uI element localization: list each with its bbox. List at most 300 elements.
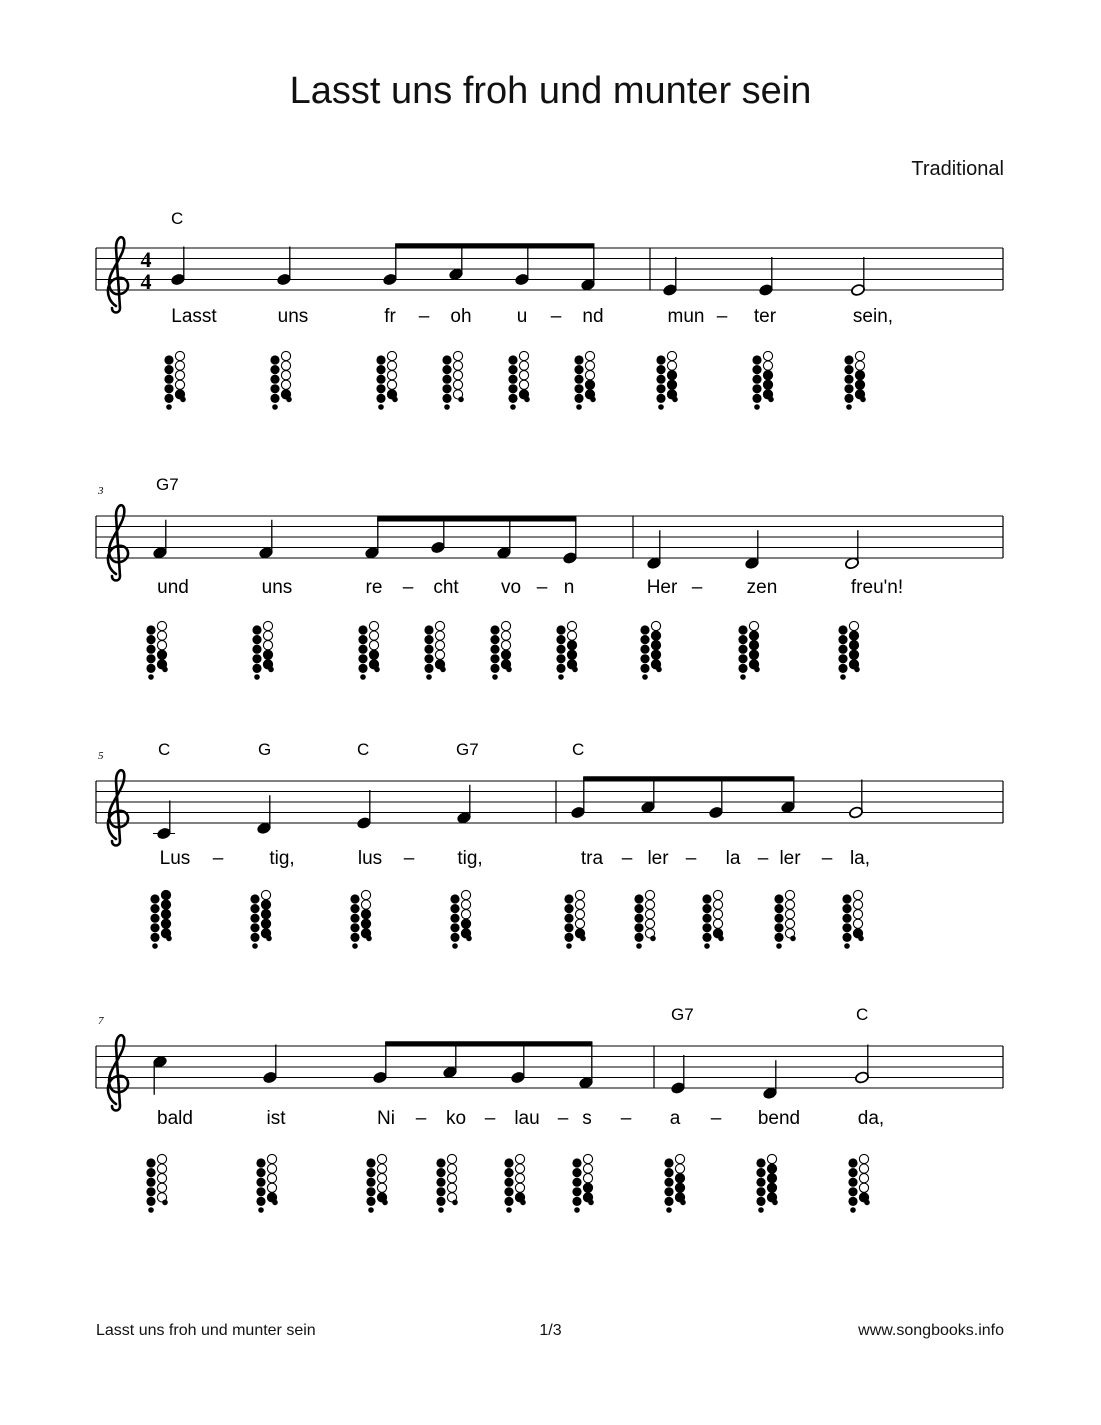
finger-hole-small bbox=[642, 674, 648, 680]
finger-hole bbox=[447, 1174, 456, 1183]
fingering-diagram bbox=[848, 1154, 869, 1212]
lyric-syllable: – bbox=[685, 848, 697, 869]
finger-hole bbox=[702, 914, 711, 923]
finger-hole bbox=[442, 365, 451, 374]
chord-symbol: G7 bbox=[671, 1005, 694, 1024]
finger-hole bbox=[350, 914, 359, 923]
finger-hole bbox=[442, 375, 451, 384]
finger-hole bbox=[435, 621, 444, 630]
finger-hole bbox=[859, 1174, 868, 1183]
finger-hole bbox=[634, 894, 643, 903]
finger-hole-small bbox=[754, 667, 760, 673]
finger-hole bbox=[702, 933, 711, 942]
finger-hole bbox=[556, 645, 565, 654]
finger-hole bbox=[667, 351, 676, 360]
finger-hole bbox=[490, 664, 499, 673]
finger-hole-small bbox=[558, 674, 564, 680]
finger-hole bbox=[261, 890, 270, 899]
finger-hole bbox=[490, 635, 499, 644]
finger-hole bbox=[713, 900, 722, 909]
finger-hole bbox=[567, 631, 576, 640]
finger-hole bbox=[738, 625, 747, 634]
finger-hole bbox=[157, 1174, 166, 1183]
finger-hole bbox=[574, 394, 583, 403]
finger-hole-small bbox=[850, 1207, 856, 1213]
finger-hole bbox=[675, 1183, 684, 1192]
lyric-syllable: ler bbox=[647, 848, 669, 869]
finger-hole bbox=[844, 365, 853, 374]
measure-number: 5 bbox=[98, 750, 104, 762]
finger-hole bbox=[157, 641, 166, 650]
finger-hole bbox=[713, 890, 722, 899]
finger-hole bbox=[702, 894, 711, 903]
finger-hole bbox=[515, 1164, 524, 1173]
fingering-diagram bbox=[842, 890, 863, 948]
finger-hole bbox=[508, 355, 517, 364]
finger-hole bbox=[842, 904, 851, 913]
finger-hole bbox=[572, 1197, 581, 1206]
finger-hole bbox=[361, 890, 370, 899]
finger-hole bbox=[651, 621, 660, 630]
finger-hole bbox=[436, 1178, 445, 1187]
time-signature-top: 4 bbox=[140, 247, 152, 272]
finger-hole bbox=[651, 641, 660, 650]
system-2 bbox=[96, 475, 1003, 680]
finger-hole bbox=[756, 1187, 765, 1196]
fingering-diagram bbox=[752, 351, 773, 409]
finger-hole bbox=[252, 654, 261, 663]
finger-hole bbox=[350, 933, 359, 942]
finger-hole-small bbox=[658, 404, 664, 410]
finger-hole bbox=[450, 933, 459, 942]
fingering-diagram bbox=[252, 621, 273, 679]
lyric-syllable: Lasst bbox=[171, 306, 217, 327]
lyric-syllable: sein, bbox=[852, 306, 894, 327]
page-number: 1/3 bbox=[539, 1322, 562, 1339]
finger-hole bbox=[849, 621, 858, 630]
finger-hole bbox=[664, 1158, 673, 1167]
finger-hole bbox=[461, 900, 470, 909]
finger-hole-small bbox=[860, 397, 866, 403]
lyric-syllable: – bbox=[484, 1108, 496, 1129]
finger-hole bbox=[447, 1164, 456, 1173]
finger-hole bbox=[713, 919, 722, 928]
finger-hole bbox=[567, 641, 576, 650]
finger-hole bbox=[574, 365, 583, 374]
finger-hole bbox=[675, 1164, 684, 1173]
finger-hole bbox=[519, 361, 528, 370]
finger-hole-small bbox=[576, 404, 582, 410]
finger-hole bbox=[270, 394, 279, 403]
finger-hole bbox=[504, 1187, 513, 1196]
finger-hole bbox=[634, 914, 643, 923]
finger-hole bbox=[164, 355, 173, 364]
finger-hole-small bbox=[740, 674, 746, 680]
finger-hole bbox=[358, 625, 367, 634]
finger-hole-small bbox=[452, 1200, 458, 1206]
finger-hole bbox=[369, 650, 378, 659]
finger-hole-small bbox=[566, 943, 572, 949]
finger-hole bbox=[842, 923, 851, 932]
finger-hole bbox=[270, 355, 279, 364]
finger-hole bbox=[572, 1168, 581, 1177]
finger-hole bbox=[270, 375, 279, 384]
composer: Traditional bbox=[911, 158, 1004, 180]
lyric-syllable: ko bbox=[445, 1108, 467, 1129]
finger-hole bbox=[575, 900, 584, 909]
chord-symbol: G7 bbox=[156, 475, 179, 494]
finger-hole bbox=[377, 1183, 386, 1192]
lyric-syllable: – bbox=[536, 577, 548, 598]
lyric-syllable: a bbox=[669, 1108, 681, 1129]
finger-hole bbox=[450, 904, 459, 913]
finger-hole bbox=[774, 894, 783, 903]
finger-hole bbox=[859, 1164, 868, 1173]
finger-hole bbox=[504, 1178, 513, 1187]
finger-hole bbox=[270, 384, 279, 393]
finger-hole bbox=[756, 1178, 765, 1187]
finger-hole bbox=[146, 1158, 155, 1167]
finger-hole bbox=[667, 371, 676, 380]
fingering-diagram bbox=[442, 351, 463, 409]
finger-hole bbox=[738, 635, 747, 644]
finger-hole bbox=[281, 371, 290, 380]
finger-hole bbox=[376, 365, 385, 374]
lyric-syllable: – bbox=[418, 306, 430, 327]
finger-hole bbox=[263, 641, 272, 650]
finger-hole-small bbox=[650, 936, 656, 942]
lyric-syllable: – bbox=[621, 848, 633, 869]
finger-hole bbox=[501, 641, 510, 650]
lyric-syllable: – bbox=[415, 1108, 427, 1129]
finger-hole bbox=[350, 904, 359, 913]
finger-hole bbox=[738, 654, 747, 663]
finger-hole bbox=[261, 919, 270, 928]
finger-hole bbox=[270, 365, 279, 374]
finger-hole bbox=[656, 375, 665, 384]
finger-hole bbox=[366, 1158, 375, 1167]
finger-hole bbox=[157, 650, 166, 659]
time-signature-bottom: 4 bbox=[140, 269, 152, 294]
finger-hole bbox=[424, 625, 433, 634]
finger-hole bbox=[461, 919, 470, 928]
finger-hole-small bbox=[680, 1200, 686, 1206]
song-title: Lasst uns froh und munter sein bbox=[289, 70, 812, 112]
finger-hole-small bbox=[368, 1207, 374, 1213]
finger-hole bbox=[256, 1168, 265, 1177]
finger-hole bbox=[175, 371, 184, 380]
finger-hole bbox=[366, 1178, 375, 1187]
finger-hole bbox=[252, 645, 261, 654]
finger-hole bbox=[447, 1183, 456, 1192]
finger-hole bbox=[263, 621, 272, 630]
lyric-syllable: – bbox=[691, 577, 703, 598]
finger-hole bbox=[490, 654, 499, 663]
fingering-diagram bbox=[358, 621, 379, 679]
finger-hole bbox=[842, 914, 851, 923]
lyric-syllable: la, bbox=[849, 848, 871, 869]
finger-hole bbox=[146, 1187, 155, 1196]
finger-hole bbox=[519, 380, 528, 389]
finger-hole bbox=[358, 664, 367, 673]
finger-hole bbox=[436, 1168, 445, 1177]
finger-hole bbox=[146, 1178, 155, 1187]
finger-hole bbox=[756, 1158, 765, 1167]
finger-hole-small bbox=[574, 1207, 580, 1213]
finger-hole bbox=[369, 631, 378, 640]
finger-hole bbox=[575, 890, 584, 899]
finger-hole bbox=[767, 1183, 776, 1192]
system-4 bbox=[96, 1005, 1003, 1213]
finger-hole-small bbox=[360, 674, 366, 680]
finger-hole bbox=[767, 1164, 776, 1173]
finger-hole bbox=[564, 904, 573, 913]
finger-hole bbox=[361, 919, 370, 928]
finger-hole bbox=[461, 890, 470, 899]
fingering-diagram bbox=[504, 1154, 525, 1212]
finger-hole bbox=[146, 1197, 155, 1206]
fingering-diagram bbox=[146, 1154, 167, 1212]
finger-hole bbox=[256, 1158, 265, 1167]
finger-hole bbox=[377, 1154, 386, 1163]
finger-hole bbox=[267, 1164, 276, 1173]
fingering-diagram bbox=[424, 621, 445, 679]
finger-hole bbox=[435, 631, 444, 640]
finger-hole-small bbox=[382, 1200, 388, 1206]
finger-hole bbox=[855, 361, 864, 370]
finger-hole bbox=[515, 1154, 524, 1163]
finger-hole bbox=[453, 361, 462, 370]
system-3 bbox=[96, 740, 1003, 949]
finger-hole bbox=[585, 351, 594, 360]
lyric-syllable: lau bbox=[514, 1108, 540, 1129]
finger-hole-small bbox=[252, 943, 258, 949]
finger-hole bbox=[752, 394, 761, 403]
finger-hole bbox=[842, 933, 851, 942]
finger-hole-small bbox=[180, 397, 186, 403]
finger-hole bbox=[157, 1154, 166, 1163]
finger-hole bbox=[785, 919, 794, 928]
finger-hole-small bbox=[374, 667, 380, 673]
finger-hole bbox=[667, 380, 676, 389]
finger-hole bbox=[146, 645, 155, 654]
finger-hole bbox=[774, 914, 783, 923]
finger-hole-small bbox=[272, 404, 278, 410]
finger-hole bbox=[267, 1183, 276, 1192]
fingering-diagram bbox=[490, 621, 511, 679]
finger-hole bbox=[256, 1178, 265, 1187]
finger-hole bbox=[164, 375, 173, 384]
fingering-diagram bbox=[350, 890, 371, 948]
finger-hole bbox=[263, 650, 272, 659]
finger-hole bbox=[767, 1154, 776, 1163]
finger-hole bbox=[645, 900, 654, 909]
finger-hole bbox=[752, 365, 761, 374]
finger-hole bbox=[767, 1174, 776, 1183]
measure-number: 7 bbox=[98, 1015, 104, 1027]
finger-hole bbox=[844, 384, 853, 393]
finger-hole bbox=[853, 910, 862, 919]
finger-hole bbox=[515, 1174, 524, 1183]
finger-hole bbox=[175, 380, 184, 389]
lyric-syllable: Lus bbox=[159, 848, 191, 869]
finger-hole bbox=[369, 621, 378, 630]
finger-hole bbox=[583, 1164, 592, 1173]
finger-hole bbox=[664, 1187, 673, 1196]
finger-hole bbox=[651, 631, 660, 640]
finger-hole bbox=[567, 650, 576, 659]
finger-hole-small bbox=[458, 397, 464, 403]
lyric-syllable: Ni bbox=[377, 1108, 395, 1129]
finger-hole bbox=[504, 1197, 513, 1206]
finger-hole bbox=[645, 910, 654, 919]
fingering-diagram bbox=[574, 351, 595, 409]
chord-symbol: G7 bbox=[456, 740, 479, 759]
finger-hole bbox=[504, 1158, 513, 1167]
fingering-diagram bbox=[844, 351, 865, 409]
finger-hole bbox=[453, 380, 462, 389]
finger-hole bbox=[656, 355, 665, 364]
finger-hole bbox=[844, 394, 853, 403]
finger-hole bbox=[664, 1197, 673, 1206]
finger-hole bbox=[366, 1168, 375, 1177]
finger-hole bbox=[564, 914, 573, 923]
finger-hole bbox=[146, 1168, 155, 1177]
finger-hole bbox=[640, 625, 649, 634]
lyric-syllable: bald bbox=[157, 1108, 193, 1129]
finger-hole bbox=[490, 625, 499, 634]
finger-hole bbox=[564, 933, 573, 942]
finger-hole bbox=[436, 1197, 445, 1206]
finger-hole bbox=[281, 380, 290, 389]
finger-hole-small bbox=[266, 936, 272, 942]
finger-hole bbox=[161, 910, 170, 919]
finger-hole bbox=[424, 654, 433, 663]
finger-hole-small bbox=[378, 404, 384, 410]
finger-hole bbox=[377, 1174, 386, 1183]
finger-hole bbox=[752, 375, 761, 384]
finger-hole bbox=[583, 1183, 592, 1192]
finger-hole bbox=[366, 1187, 375, 1196]
finger-hole-small bbox=[790, 936, 796, 942]
finger-hole-small bbox=[162, 667, 168, 673]
finger-hole-small bbox=[666, 1207, 672, 1213]
finger-hole bbox=[250, 904, 259, 913]
finger-hole bbox=[281, 351, 290, 360]
lyric-syllable: ter bbox=[753, 306, 777, 327]
finger-hole bbox=[848, 1178, 857, 1187]
finger-hole bbox=[785, 910, 794, 919]
chord-symbol: C bbox=[856, 1005, 869, 1024]
finger-hole bbox=[508, 394, 517, 403]
lyric-syllable: – bbox=[620, 1108, 632, 1129]
lyric-syllable: lus bbox=[357, 848, 383, 869]
finger-hole-small bbox=[588, 1200, 594, 1206]
finger-hole bbox=[175, 351, 184, 360]
finger-hole bbox=[150, 933, 159, 942]
finger-hole-small bbox=[438, 1207, 444, 1213]
lyric-syllable: und bbox=[157, 577, 189, 598]
finger-hole bbox=[738, 645, 747, 654]
finger-hole bbox=[261, 900, 270, 909]
finger-hole bbox=[656, 365, 665, 374]
finger-hole-small bbox=[268, 667, 274, 673]
fingering-diagram bbox=[256, 1154, 277, 1212]
finger-hole bbox=[146, 625, 155, 634]
fingering-diagram bbox=[774, 890, 795, 948]
finger-hole bbox=[424, 635, 433, 644]
finger-hole-small bbox=[506, 1207, 512, 1213]
finger-hole bbox=[583, 1154, 592, 1163]
finger-hole bbox=[252, 664, 261, 673]
finger-hole-small bbox=[524, 397, 530, 403]
lyric-syllable: tig, bbox=[269, 848, 295, 869]
finger-hole bbox=[157, 1183, 166, 1192]
finger-hole bbox=[556, 625, 565, 634]
finger-hole bbox=[640, 645, 649, 654]
finger-hole bbox=[442, 394, 451, 403]
finger-hole-small bbox=[754, 404, 760, 410]
footer-title: Lasst uns froh und munter sein bbox=[96, 1322, 316, 1339]
lyric-syllable: bend bbox=[757, 1108, 801, 1129]
finger-hole bbox=[838, 645, 847, 654]
finger-hole bbox=[675, 1174, 684, 1183]
finger-hole bbox=[859, 1154, 868, 1163]
finger-hole-small bbox=[858, 936, 864, 942]
finger-hole bbox=[702, 923, 711, 932]
finger-hole-small bbox=[758, 1207, 764, 1213]
lyric-syllable: – bbox=[710, 1108, 722, 1129]
finger-hole bbox=[358, 645, 367, 654]
finger-hole bbox=[842, 894, 851, 903]
lyric-syllable: n bbox=[563, 577, 575, 598]
finger-hole bbox=[157, 631, 166, 640]
finger-hole-small bbox=[166, 936, 172, 942]
finger-hole bbox=[501, 650, 510, 659]
finger-hole bbox=[261, 910, 270, 919]
finger-hole bbox=[387, 380, 396, 389]
finger-hole-small bbox=[704, 943, 710, 949]
finger-hole bbox=[763, 371, 772, 380]
fingering-diagram bbox=[634, 890, 655, 948]
finger-hole bbox=[366, 1197, 375, 1206]
fingering-diagram bbox=[436, 1154, 457, 1212]
finger-hole-small bbox=[148, 1207, 154, 1213]
finger-hole bbox=[844, 375, 853, 384]
beam bbox=[385, 1041, 592, 1046]
finger-hole-small bbox=[854, 667, 860, 673]
finger-hole bbox=[849, 650, 858, 659]
finger-hole bbox=[651, 650, 660, 659]
finger-hole bbox=[556, 664, 565, 673]
finger-hole-small bbox=[840, 674, 846, 680]
finger-hole bbox=[508, 384, 517, 393]
finger-hole bbox=[450, 923, 459, 932]
finger-hole bbox=[855, 351, 864, 360]
fingering-diagram bbox=[150, 890, 171, 948]
finger-hole bbox=[164, 384, 173, 393]
finger-hole bbox=[435, 641, 444, 650]
finger-hole bbox=[164, 394, 173, 403]
finger-hole bbox=[453, 351, 462, 360]
finger-hole bbox=[387, 361, 396, 370]
lyric-syllable: oh bbox=[450, 306, 472, 327]
finger-hole-small bbox=[440, 667, 446, 673]
finger-hole bbox=[738, 664, 747, 673]
fingering-diagram bbox=[250, 890, 271, 948]
finger-hole bbox=[252, 625, 261, 634]
finger-hole bbox=[756, 1168, 765, 1177]
